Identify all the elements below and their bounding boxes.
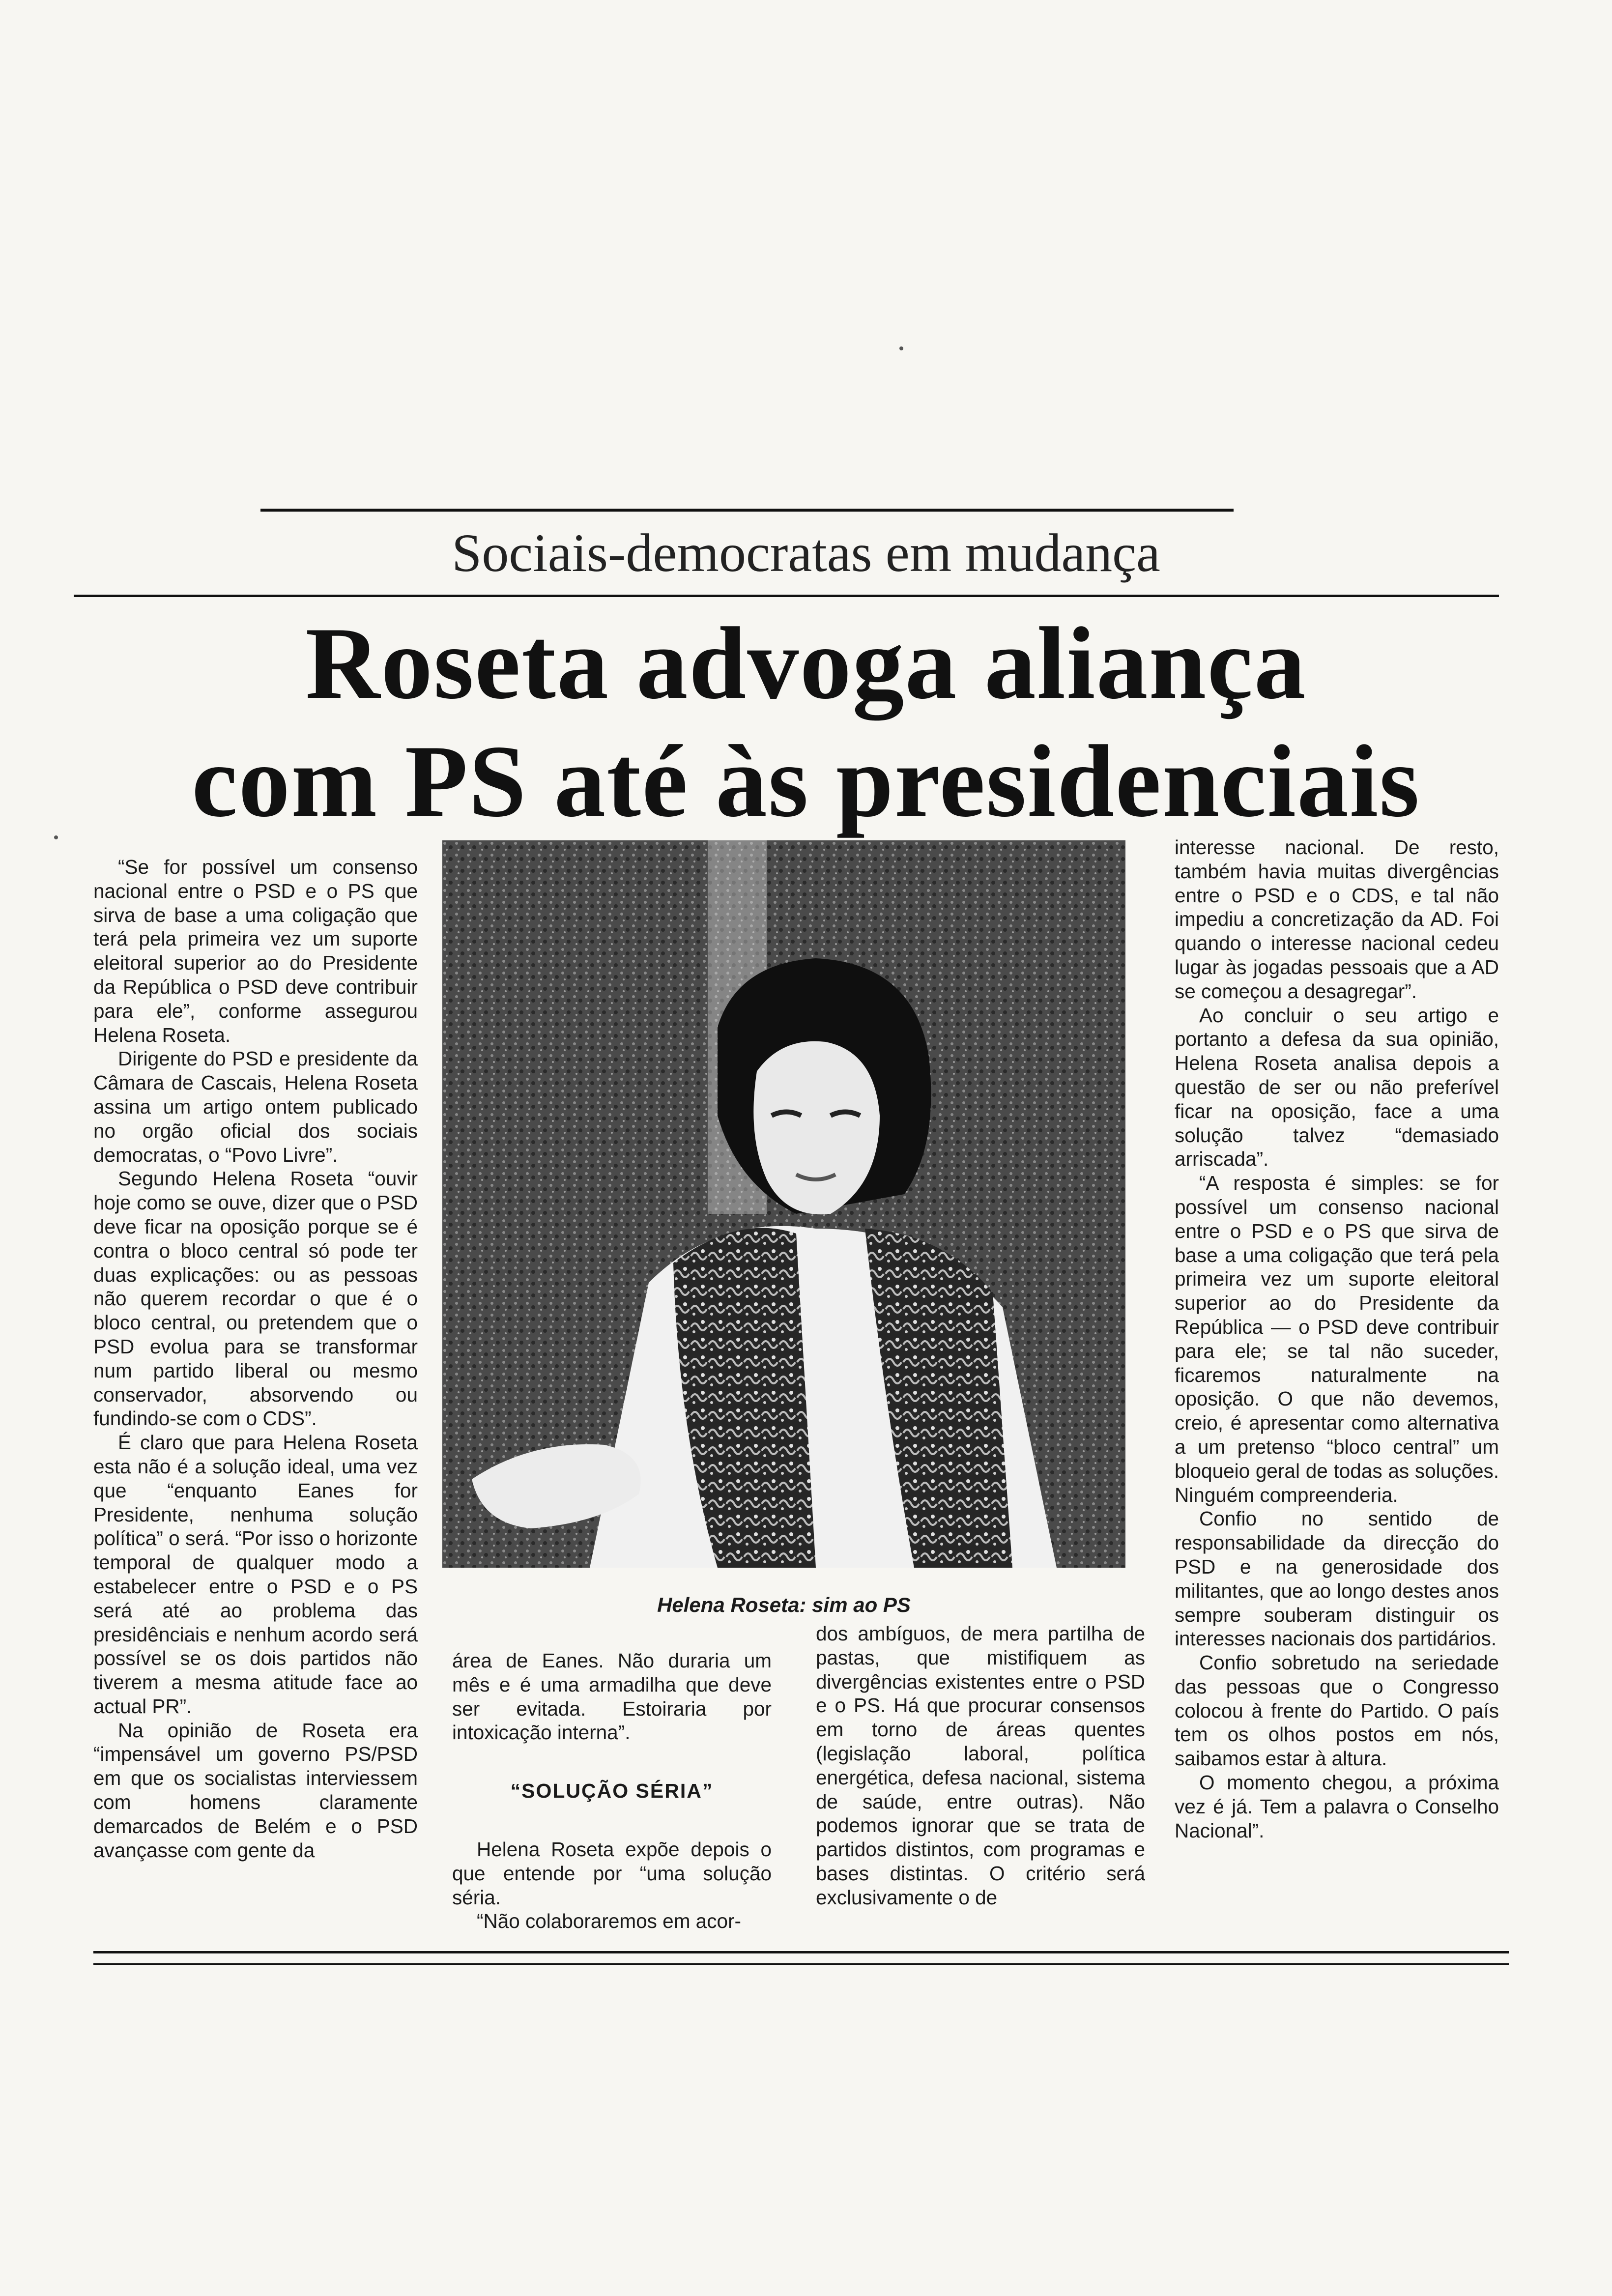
scan-speck (54, 835, 58, 839)
kicker-underline (74, 595, 1499, 597)
paragraph: O momento chegou, a próxima vez é já. Tem a palavra o Conselho Nacional”. (1175, 1771, 1499, 1842)
paragraph: “A resposta é simples: se for possível um consenso nacional entre o PSD e o PS que sirva de base a uma coligação que terá pela primeira vez um suporte eleitoral superior ao do Presidente da República — o PSD deve contribuir para ele; se tal não suceder, ficaremos naturalmente na oposição. O que não devemos, creio, é apresentar como alternativa a um pretenso “bloco central” um bloqueio geral de todas as soluções. Ninguém compreenderia. (1175, 1172, 1499, 1506)
paragraph: interesse nacional. De resto, também havia muitas divergências entre o PSD e o CDS, e tal não impediu a concretização da AD. Foi quando o interesse nacional cedeu lugar às jogadas pessoais que a AD se começou a desagregar”. (1175, 836, 1499, 1003)
article-kicker: Sociais-democratas em mudança (452, 523, 1160, 583)
headline-line-2: com PS até às presidenciais (192, 724, 1420, 838)
bottom-rule-2 (93, 1963, 1509, 1965)
portrait-photo (442, 840, 1125, 1568)
photo-caption: Helena Roseta: sim ao PS (657, 1593, 911, 1616)
article-column-1 (93, 855, 418, 1862)
paragraph: área de Eanes. Não duraria um mês e é uma armadilha que deve ser evitada. Estoiraria por intoxicação interna”. (452, 1649, 772, 1744)
paragraph: “Se for possível um consenso nacional entre o PSD e o PS que sirva de base a uma coligação que terá pela primeira vez um suporte eleitoral superior ao do Presidente da República o PSD deve contribuir para ele”, conforme assegurou Helena Roseta. (93, 856, 418, 1046)
paragraph: É claro que para Helena Roseta esta não é a solução ideal, uma vez que “enquanto Eanes for Presidente, nenhuma solução política” o será. “Por isso o horizonte temporal de qualquer modo a estabelecer entre o PSD e o PS será até ao problema das presidênciais e nenhum acordo será possível se os dois partidos não tiverem a mesma atitude face ao actual PR”. (93, 1431, 418, 1718)
portrait-illustration (442, 840, 1125, 1568)
paragraph: Ao concluir o seu artigo e portanto a defesa da sua opinião, Helena Roseta analisa depois a questão de ser ou não preferível ficar na oposição, face a uma solução talvez “demasiado arriscada”. (1175, 1004, 1499, 1171)
headline-line-1: Roseta advoga aliança (305, 606, 1307, 720)
article-column-3 (816, 1622, 1145, 1910)
top-rule (260, 509, 1234, 512)
bottom-rule-1 (93, 1951, 1509, 1953)
paragraph: Helena Roseta expõe depois o que entende por “uma solução séria. (452, 1837, 772, 1909)
paragraph: dos ambíguos, de mera partilha de pastas, que mistifiquem as divergências existentes entre o PSD e o PS. Há que procurar consensos em torno de áreas quentes (legislação laboral, política energética, defesa nacional, sistema de saúde, entre outras). Não podemos ignorar que se trata de partidos distintos, com programas e bases distintas. O critério será exclusivamente o de (816, 1622, 1145, 1909)
paragraph: Na opinião de Roseta era “impensável um governo PS/PSD em que os socialistas interviessem com homens claramente demarcados de Belém e o PSD avançasse com gente da (93, 1719, 418, 1862)
article-headline (147, 604, 1465, 840)
paragraph: Dirigente do PSD e presidente da Câmara de Cascais, Helena Roseta assina um artigo ontem publicado no orgão oficial dos sociais democratas, o “Povo Livre”. (93, 1047, 418, 1166)
scan-speck (899, 346, 903, 350)
paragraph: “Não colaboraremos em acor- (477, 1910, 741, 1933)
section-subhead: “SOLUÇÃO SÉRIA” (510, 1779, 714, 1803)
paragraph: Confio no sentido de responsabilidade da direcção do PSD e na generosidade dos militantes, que ao longo destes anos sempre souberam distinguir os interesses nacionais dos partidários. (1175, 1507, 1499, 1650)
article-column-4 (1175, 835, 1499, 1842)
article-column-2 (452, 1649, 772, 1933)
paragraph: Confio sobretudo na seriedade das pessoas que o Congresso colocou à frente do Partido. O país tem os olhos postos em nós, saibamos estar à altura. (1175, 1651, 1499, 1770)
paragraph: Segundo Helena Roseta “ouvir hoje como se ouve, dizer que o PSD deve ficar na oposição porque se é contra o bloco central só pode ter duas explicações: ou as pessoas não querem recordar o que é o bloco central, ou pretendem que o PSD evolua para se transformar num partido liberal ou mesmo conservador, absorvendo ou fundindo-se com o CDS”. (93, 1167, 418, 1430)
